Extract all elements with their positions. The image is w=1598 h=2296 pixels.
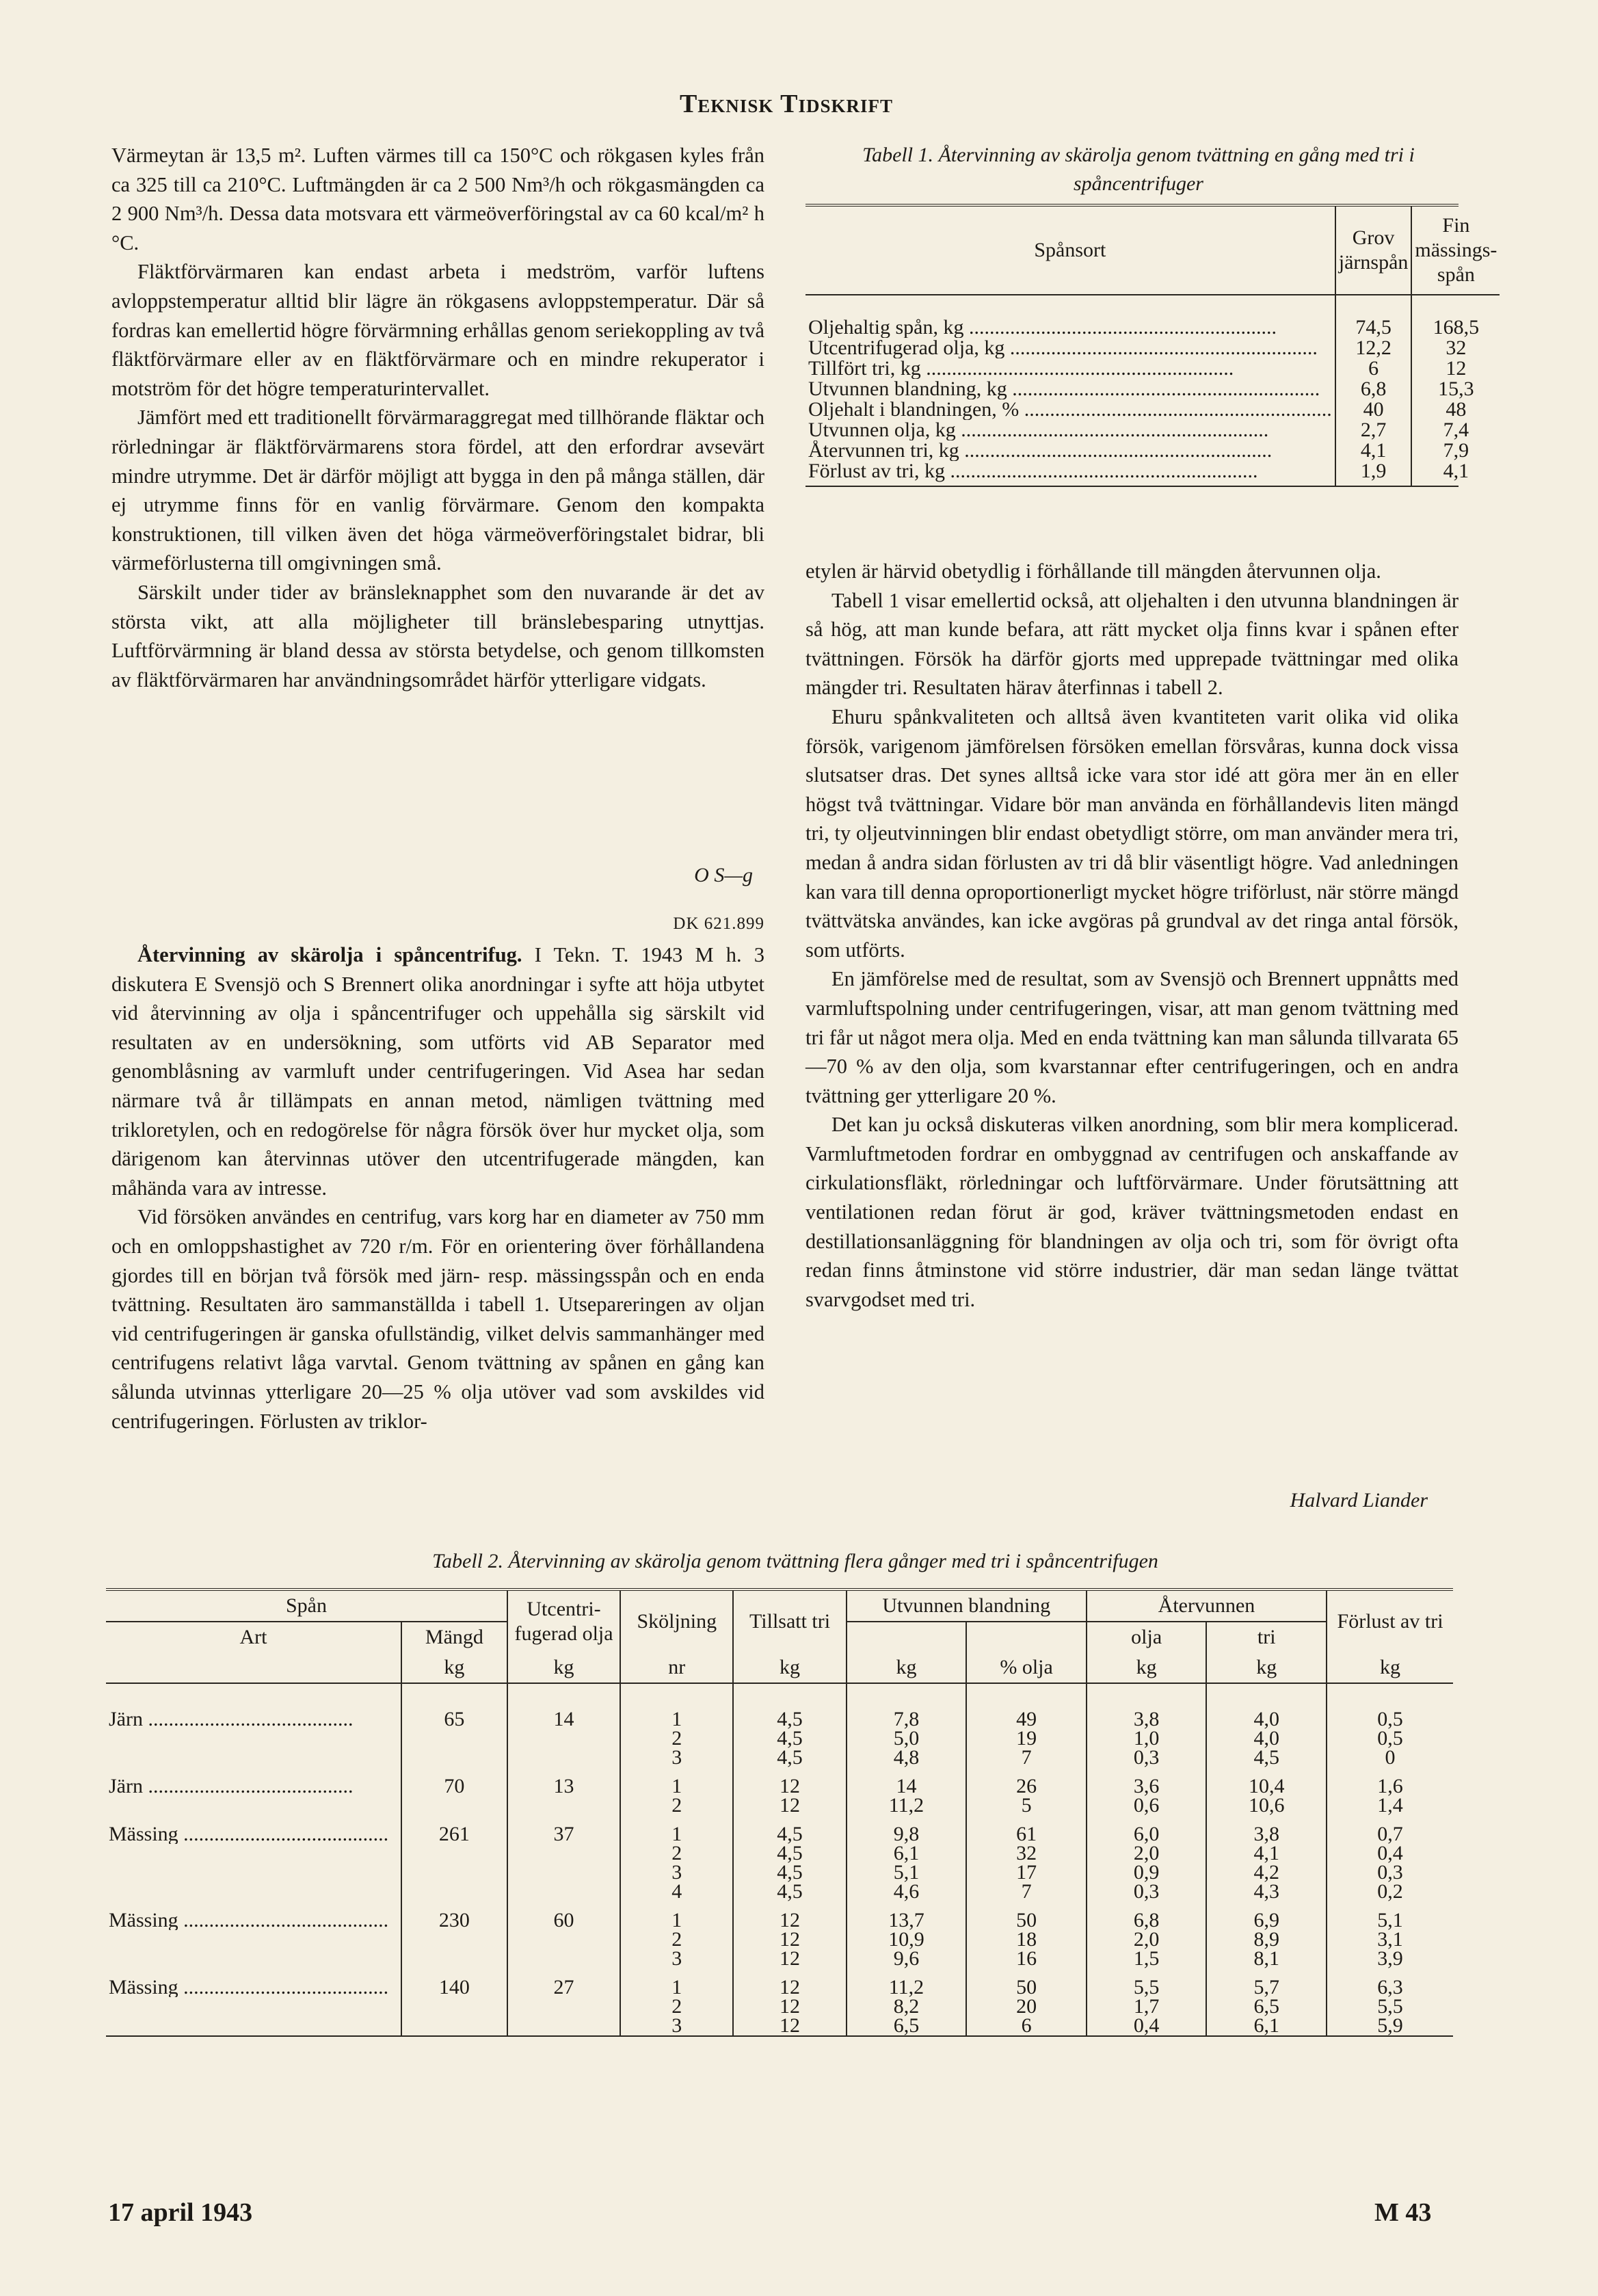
cell-value: 32 — [1411, 338, 1500, 358]
paragraph: Särskilt under tider av bränsleknapphet som den nuvarande är det av största vikt, att alla möjligheter till bränslebesparing utnyttjas. Luftförvärmning är bland dessa av största betydelse, och genom tillkomsten av fläktförvärmaren har användningsområdet härför ytterligare vidgats. — [111, 580, 764, 691]
left-column — [111, 141, 764, 694]
cell-value: 4,3 — [1206, 1882, 1327, 1901]
unit-cell: kg — [507, 1652, 620, 1683]
row-art — [106, 1997, 401, 2016]
cell-value: 0,9 — [1087, 1863, 1207, 1882]
cell-value: 6,1 — [1206, 2016, 1327, 2036]
cell-value: 2,0 — [1087, 1930, 1207, 1949]
row-art — [106, 1930, 401, 1949]
cell-value: 7,4 — [1411, 420, 1500, 440]
table2-grid — [106, 1591, 1453, 2037]
cell-value: 3 — [620, 1863, 733, 1882]
cell-value: 3,1 — [1327, 1930, 1453, 1949]
table2-row — [106, 1997, 1453, 2016]
cell-value: 230 — [401, 1901, 507, 1930]
col-header: Spånsort — [1034, 239, 1106, 261]
cell-value: 5,9 — [1327, 2016, 1453, 2036]
cell-value: 50 — [966, 1901, 1087, 1930]
cell-value — [401, 1863, 507, 1882]
cell-value: 0 — [1327, 1748, 1453, 1767]
cell-value: 0,3 — [1087, 1882, 1207, 1901]
cell-value: 2,0 — [1087, 1844, 1207, 1863]
row-art — [106, 1844, 401, 1863]
cell-value: 6,3 — [1327, 1968, 1453, 1997]
table2-row — [106, 1882, 1453, 1901]
table2-row — [106, 2016, 1453, 2036]
cell-value: 12 — [1411, 358, 1500, 379]
col-header-atervunnen: Återvunnen — [1087, 1591, 1327, 1622]
cell-value: 61 — [966, 1815, 1087, 1844]
table1-row — [805, 295, 1500, 338]
cell-value: 0,4 — [1087, 2016, 1207, 2036]
row-art — [106, 1729, 401, 1748]
table1-label: Tabell 1. — [862, 144, 934, 166]
row-art: Järn ........................................ — [109, 1775, 354, 1796]
table2-row — [106, 1863, 1453, 1882]
cell-value: 1,9 — [1335, 461, 1412, 486]
cell-value: 4,5 — [733, 1863, 846, 1882]
row-art: Mässing ........................................ — [109, 1976, 389, 1997]
cell-value: 4,5 — [733, 1882, 846, 1901]
table1-title: Återvinning av skärolja genom tvättning en gång med tri i spåncentrifuger — [938, 144, 1415, 195]
cell-value: 7 — [966, 1748, 1087, 1767]
cell-value: 14 — [847, 1767, 967, 1796]
cell-value: 8,1 — [1206, 1949, 1327, 1968]
cell-value: 0,7 — [1327, 1815, 1453, 1844]
cell-value: 6,5 — [1206, 1997, 1327, 2016]
row-art — [106, 1796, 401, 1815]
unit-cell: kg — [733, 1652, 846, 1683]
paragraph: Vid försöken användes en centrifug, vars korg har en diameter av 750 mm och en omloppshastighet av 720 r/m. För en orientering över förhållandena gjordes till en början två försök med järn- resp. mässingsspån och en enda tvättning. Resultaten äro sammanställda i tabell 1. Utsepareringen av oljan vid centrifugeringen är ganska ofullständig, vilket delvis sammanhänger med centrifugens relativt låga varvtal. Genom tvättning av spånen en gång kan sålunda utvinnas ytterligare 20—25 % olja utöver vad som avskildes vid centrifugeringen. Förlusten av triklor- — [111, 1205, 764, 1433]
dk-classification: DK 621.899 — [673, 914, 764, 933]
author-signature: Halvard Liander — [1290, 1489, 1428, 1512]
table1-row — [805, 358, 1500, 379]
cell-value: 4,5 — [733, 1844, 846, 1863]
row-art: Mässing ........................................ — [109, 1823, 389, 1844]
cell-value: 1,6 — [1327, 1767, 1453, 1796]
table2 — [106, 1588, 1453, 2037]
cell-value: 7 — [966, 1882, 1087, 1901]
cell-value: 6,8 — [1335, 379, 1412, 399]
cell-value: 5,5 — [1327, 1997, 1453, 2016]
cell-value: 60 — [507, 1901, 620, 1930]
cell-value — [507, 1882, 620, 1901]
table-rule — [805, 486, 1459, 487]
col-header-span: Spån — [106, 1591, 507, 1622]
right-column — [805, 557, 1459, 1314]
cell-value: 12 — [733, 1997, 846, 2016]
cell-value — [401, 1997, 507, 2016]
table1-header-row — [805, 207, 1500, 295]
cell-value: 2 — [620, 1930, 733, 1949]
col-header-olja: olja — [1087, 1622, 1207, 1652]
cell-value: 15,3 — [1411, 379, 1500, 399]
cell-value: 2,7 — [1335, 420, 1412, 440]
table1-caption — [810, 141, 1467, 198]
paragraph: Ehuru spånkvaliteten och alltså även kvantiteten varit olika vid olika försök, varigenom jämförelsen försöken emellan försvåras, kunna dock vissa slutsatser dras. Det synes alltså icke vara stor idé att göra mer än en eller högst två tvättningar. Vidare bör man använda en förhållandevis liten mängd tri, ty oljeutvinningen blir endast obetydligt större, om man använder mera tri, medan å andra sidan förlusten av tri då blir väsentligt högre. Vad anledningen kan vara till denna oproportionerligt mycket högre triförlust, när större mängd tvättvätska användes, kan icke avgöras på grundval av det ringa antal försök, som utförts. — [805, 704, 1459, 962]
cell-value: 5 — [966, 1796, 1087, 1815]
cell-value: 0,6 — [1087, 1796, 1207, 1815]
cell-value — [401, 1729, 507, 1748]
cell-value: 18 — [966, 1930, 1087, 1949]
cell-value: 2 — [620, 1796, 733, 1815]
cell-value: 5,5 — [1087, 1968, 1207, 1997]
unit-cell: nr — [620, 1652, 733, 1683]
col-header-skoljning: Sköljning — [620, 1591, 733, 1652]
cell-value — [507, 1729, 620, 1748]
cell-value: 32 — [966, 1844, 1087, 1863]
cell-value: 7,8 — [847, 1683, 967, 1729]
paragraph: etylen är härvid obetydlig i förhållande till mängden återvunnen olja. — [805, 559, 1381, 583]
cell-value: 9,8 — [847, 1815, 967, 1844]
cell-value: 8,2 — [847, 1997, 967, 2016]
cell-value: 74,5 — [1335, 295, 1412, 338]
cell-value: 49 — [966, 1683, 1087, 1729]
table1-row — [805, 420, 1500, 440]
footer-date: 17 april 1943 — [108, 2198, 253, 2227]
cell-value — [401, 1930, 507, 1949]
cell-value: 4,1 — [1206, 1844, 1327, 1863]
cell-value: 3 — [620, 1949, 733, 1968]
cell-value: 3,6 — [1087, 1767, 1207, 1796]
table1-row — [805, 440, 1500, 461]
col-header-kg — [847, 1622, 967, 1652]
cell-value — [507, 1796, 620, 1815]
cell-value — [401, 1796, 507, 1815]
col-header-tri: tri — [1206, 1622, 1327, 1652]
cell-value: 4,5 — [733, 1815, 846, 1844]
col-header-art: Art — [239, 1626, 267, 1648]
cell-value: 6 — [1335, 358, 1412, 379]
cell-value: 13,7 — [847, 1901, 967, 1930]
table1-row — [805, 399, 1500, 420]
table2-row — [106, 1901, 1453, 1930]
cell-value: 0,4 — [1327, 1844, 1453, 1863]
unit-cell: kg — [1327, 1652, 1453, 1683]
cell-value: 6 — [966, 2016, 1087, 2036]
unit-cell: kg — [847, 1652, 967, 1683]
cell-value: 6,8 — [1087, 1901, 1207, 1930]
cell-value: 1 — [620, 1815, 733, 1844]
cell-value: 4,1 — [1411, 461, 1500, 486]
col-header-mangd: Mängd — [401, 1622, 507, 1652]
row-art: Mässing ........................................ — [109, 1909, 389, 1930]
article-heading: Återvinning av skärolja i spåncentrifug. — [137, 943, 522, 966]
cell-value: 1,7 — [1087, 1997, 1207, 2016]
cell-value: 14 — [507, 1683, 620, 1729]
row-label: Oljehalt i blandningen, % ............................................................ — [808, 399, 1332, 420]
cell-value: 1,4 — [1327, 1796, 1453, 1815]
cell-value: 3,8 — [1206, 1815, 1327, 1844]
table2-row — [106, 1796, 1453, 1815]
cell-value: 0,3 — [1327, 1863, 1453, 1882]
cell-value: 4 — [620, 1882, 733, 1901]
cell-value: 12 — [733, 1767, 846, 1796]
cell-value: 70 — [401, 1767, 507, 1796]
row-art — [106, 1863, 401, 1882]
cell-value: 1 — [620, 1683, 733, 1729]
paragraph: Det kan ju också diskuteras vilken anordning, som blir mera komplicerad. Varmluftmetoden fordrar en ombyggnad av centrifugen och anskaffande av cirkulationsfläkt, rörledningar och luftförvärmare. Under förutsättning att ventilationen redan förut är god, kräver tvättningsmetoden endast en destillationsanläggning för blandningen av olja och tri, som för övrigt ofta redan finns åtminstone vid större industrier, där man sedan länge tvättat svarvgodset med tri. — [805, 1113, 1459, 1311]
row-art — [106, 1949, 401, 1968]
cell-value: 4,0 — [1206, 1683, 1327, 1729]
unit-cell: % olja — [966, 1652, 1087, 1683]
paragraph: Värmeytan är 13,5 m². Luften värmes till ca 150°C och rökgasen kyles från ca 325 till ca 210°C. Luftmängden är ca 2 500 Nm³/h och rökgasmängden ca 2 900 Nm³/h. Dessa data motsvara ett värmeöverföringstal av ca 60 kcal/m² h °C. — [111, 144, 764, 254]
cell-value: 12 — [733, 2016, 846, 2036]
cell-value: 12 — [733, 1949, 846, 1968]
row-art — [106, 2016, 401, 2036]
cell-value: 11,2 — [847, 1796, 967, 1815]
header-text: Utcentri-fugerad olja — [514, 1598, 613, 1645]
col-header-utvunnen: Utvunnen blandning — [847, 1591, 1087, 1622]
row-art: Järn ........................................ — [109, 1708, 354, 1729]
table2-row — [106, 1748, 1453, 1767]
article-intro — [111, 940, 764, 1202]
cell-value — [507, 2016, 620, 2036]
cell-value: 4,2 — [1206, 1863, 1327, 1882]
cell-value: 4,8 — [847, 1748, 967, 1767]
cell-value — [507, 1930, 620, 1949]
paragraph: Tabell 1 visar emellertid också, att oljehalten i den utvunna blandningen är så hög, att man kunde befara, att rätt mycket olja finns kvar i spånen efter tvättningen. Försök ha därför gjorts med upprepade tvättningar med olika mängder tri. Resultaten härav återfinnas i tabell 2. — [805, 588, 1459, 700]
cell-value — [507, 1748, 620, 1767]
cell-value: 5,7 — [1206, 1968, 1327, 1997]
cell-value: 5,1 — [847, 1863, 967, 1882]
unit-cell: kg — [401, 1652, 507, 1683]
col-header: Fin mässings-spån — [1411, 207, 1500, 295]
cell-value: 6,5 — [847, 2016, 967, 2036]
cell-value: 1 — [620, 1901, 733, 1930]
cell-value: 17 — [966, 1863, 1087, 1882]
cell-value: 1,0 — [1087, 1729, 1207, 1748]
cell-value: 40 — [1335, 399, 1412, 420]
table2-row — [106, 1930, 1453, 1949]
paragraph: En jämförelse med de resultat, som av Svensjö och Brennert uppnåtts med varmluftspolning under centrifugeringen, visar, att man genom tvättning med tri får ut något mera olja. Med en enda tvättning kan man sålunda tillvarata 65—70 % av den olja, som kvarstannar efter centrifugeringen, och en andra tvättning ger ytterligare 20 %. — [805, 967, 1459, 1107]
cell-value: 16 — [966, 1949, 1087, 1968]
cell-value: 10,6 — [1206, 1796, 1327, 1815]
cell-value: 6,9 — [1206, 1901, 1327, 1930]
cell-value: 10,9 — [847, 1930, 967, 1949]
cell-value: 140 — [401, 1968, 507, 1997]
cell-value: 10,4 — [1206, 1767, 1327, 1796]
table1-row — [805, 379, 1500, 399]
cell-value — [401, 1748, 507, 1767]
table1 — [805, 204, 1497, 487]
cell-value: 8,9 — [1206, 1930, 1327, 1949]
cell-value: 4,1 — [1335, 440, 1412, 461]
cell-value: 65 — [401, 1683, 507, 1729]
paragraph: Jämfört med ett traditionellt förvärmaraggregat med tillhörande fläktar och rörledningar är fläktförvärmarens stora fördel, att den erfordrar avsevärt mindre utrymme. Det är därför möjligt att bygga in den på många ställen, där ej utrymme finns för en vanlig förvärmare. Genom den kompakta konstruktionen, till vilken även det höga värmeöverföringstalet bidrar, bli värmeförlusterna till omgivningen små. — [111, 406, 764, 575]
row-label: Återvunnen tri, kg ............................................................ — [808, 440, 1273, 461]
cell-value: 4,5 — [733, 1683, 846, 1729]
cell-value: 261 — [401, 1815, 507, 1844]
table1-row — [805, 461, 1500, 486]
paragraph-text: I Tekn. T. 1943 M h. 3 diskutera E Svensjö och S Brennert olika anordningar i syfte att höja utbytet vid återvinning av olja i spåncentrifuger och uppehålla sig särskilt vid resultaten av en undersökning, som utförts vid AB Separator med genomblåsning av varmluft under centrifugeringen. Vid Asea har sedan närmare två år tillämpats en annan metod, nämligen tvättning med trikloretylen, och en redogörelse för några försök över hur mycket olja, som därigenom kan återvinnas utöver den utcentrifugerade mängden, kan måhända vara av intresse. — [111, 943, 764, 1200]
table2-row — [106, 1729, 1453, 1748]
row-label: Utcentrifugerad olja, kg ............................................................ — [808, 338, 1318, 358]
cell-value: 12,2 — [1335, 338, 1412, 358]
row-art — [106, 1882, 401, 1901]
cell-value: 0,5 — [1327, 1683, 1453, 1729]
cell-value — [507, 1863, 620, 1882]
cell-value: 6,0 — [1087, 1815, 1207, 1844]
cell-value: 11,2 — [847, 1968, 967, 1997]
cell-value: 2 — [620, 1844, 733, 1863]
cell-value: 5,0 — [847, 1729, 967, 1748]
cell-value: 3 — [620, 1748, 733, 1767]
row-art — [106, 1748, 401, 1767]
unit-cell: kg — [1087, 1652, 1207, 1683]
cell-value: 9,6 — [847, 1949, 967, 1968]
col-header: Grov järnspån — [1335, 207, 1412, 295]
unit-cell — [106, 1652, 401, 1683]
cell-value: 7,9 — [1411, 440, 1500, 461]
cell-value — [401, 1949, 507, 1968]
article-body — [111, 940, 764, 1436]
col-header-forlust: Förlust av tri — [1327, 1591, 1453, 1652]
cell-value: 3,8 — [1087, 1683, 1207, 1729]
cell-value: 1,5 — [1087, 1949, 1207, 1968]
cell-value: 1 — [620, 1968, 733, 1997]
row-label: Utvunnen blandning, kg ............................................................ — [808, 379, 1320, 399]
cell-value: 37 — [507, 1815, 620, 1844]
cell-value — [401, 2016, 507, 2036]
paragraph: Fläktförvärmaren kan endast arbeta i medström, varför luftens avloppstemperatur alltid blir lägre än rökgasens avloppstemperatur. Där så fordras kan emellertid högre förvärmning erhållas genom seriekoppling av två fläktförvärmare eller av en fläktförvärmare och en mindre rekuperator i motström för det högre temperaturintervallet. — [111, 260, 764, 400]
cell-value: 12 — [733, 1901, 846, 1930]
cell-value: 4,0 — [1206, 1729, 1327, 1748]
col-header-utcentri — [507, 1591, 620, 1652]
row-label: Utvunnen olja, kg ............................................................ — [808, 420, 1269, 440]
cell-value: 6,1 — [847, 1844, 967, 1863]
author-signature: O S—g — [694, 864, 753, 886]
cell-value: 12 — [733, 1796, 846, 1815]
cell-value: 12 — [733, 1930, 846, 1949]
cell-value — [401, 1844, 507, 1863]
journal-masthead: Teknisk Tidskrift — [679, 90, 894, 118]
table2-row — [106, 1949, 1453, 1968]
cell-value — [507, 1844, 620, 1863]
col-header-pct — [966, 1622, 1087, 1652]
col-header-tillsatt: Tillsatt tri — [733, 1591, 846, 1652]
cell-value: 48 — [1411, 399, 1500, 420]
table2-row — [106, 1968, 1453, 1997]
cell-value: 4,5 — [733, 1729, 846, 1748]
table2-row — [106, 1683, 1453, 1729]
cell-value: 0,2 — [1327, 1882, 1453, 1901]
cell-value: 2 — [620, 1729, 733, 1748]
table2-row — [106, 1815, 1453, 1844]
cell-value: 1 — [620, 1767, 733, 1796]
cell-value — [401, 1882, 507, 1901]
row-label: Oljehaltig spån, kg ............................................................ — [808, 316, 1277, 338]
cell-value: 4,6 — [847, 1882, 967, 1901]
cell-value: 0,3 — [1087, 1748, 1207, 1767]
cell-value: 3,9 — [1327, 1949, 1453, 1968]
footer-page-number: M 43 — [1374, 2198, 1432, 2227]
row-label: Förlust av tri, kg ............................................................ — [808, 461, 1258, 482]
cell-value — [507, 1949, 620, 1968]
cell-value: 2 — [620, 1997, 733, 2016]
cell-value: 27 — [507, 1968, 620, 1997]
cell-value: 20 — [966, 1997, 1087, 2016]
cell-value: 12 — [733, 1968, 846, 1997]
cell-value: 26 — [966, 1767, 1087, 1796]
row-label: Tillfört tri, kg ............................................................ — [808, 358, 1234, 379]
cell-value: 4,5 — [1206, 1748, 1327, 1767]
cell-value: 50 — [966, 1968, 1087, 1997]
cell-value — [507, 1997, 620, 2016]
unit-cell: kg — [1206, 1652, 1327, 1683]
cell-value: 13 — [507, 1767, 620, 1796]
table1-grid — [805, 207, 1500, 486]
cell-value: 168,5 — [1411, 295, 1500, 338]
cell-value: 19 — [966, 1729, 1087, 1748]
cell-value: 4,5 — [733, 1748, 846, 1767]
table2-caption: Tabell 2. Återvinning av skärolja genom tvättning flera gånger med tri i spåncentrifugen — [432, 1550, 1158, 1572]
cell-value: 3 — [620, 2016, 733, 2036]
cell-value: 5,1 — [1327, 1901, 1453, 1930]
table2-row — [106, 1767, 1453, 1796]
table1-row — [805, 338, 1500, 358]
table2-row — [106, 1844, 1453, 1863]
cell-value: 0,5 — [1327, 1729, 1453, 1748]
